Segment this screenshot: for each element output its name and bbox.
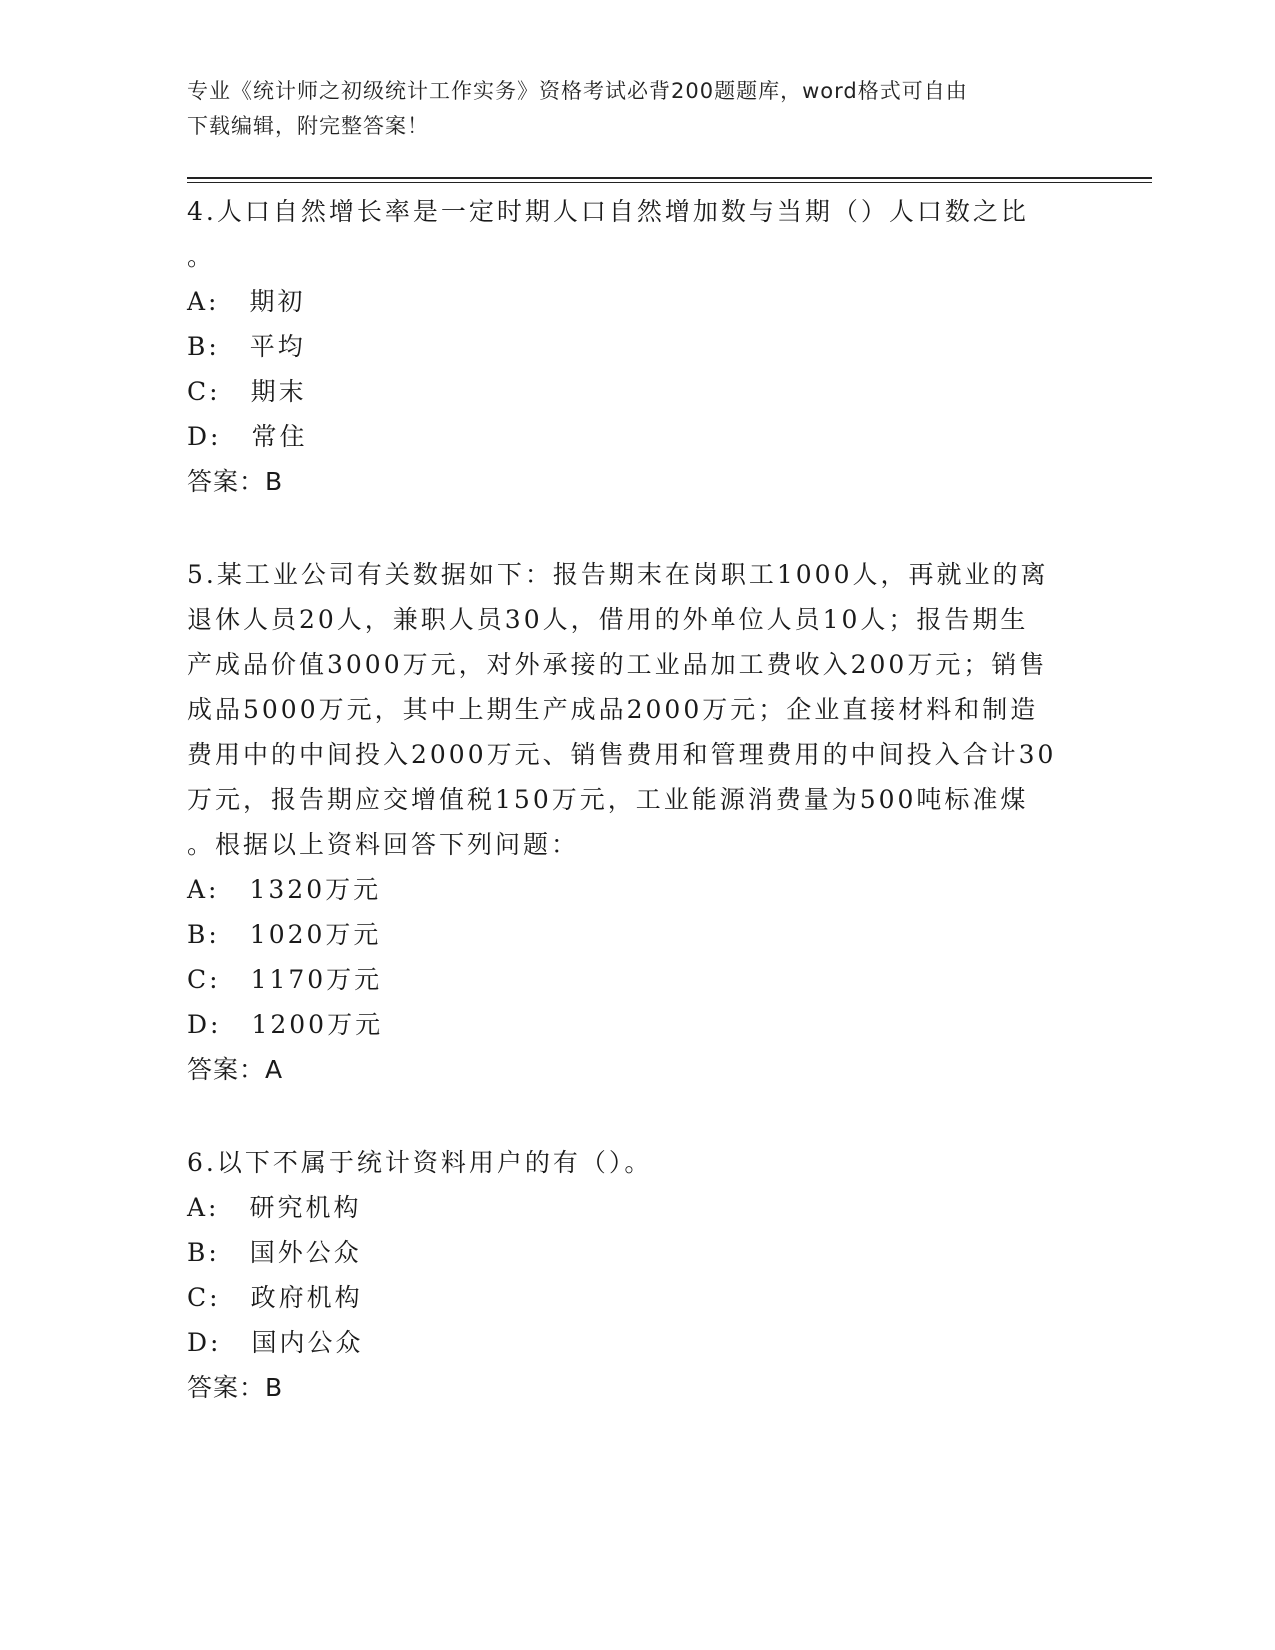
- option-c: [187, 1275, 1087, 1320]
- option-letter: B:: [187, 920, 220, 949]
- option-letter: D:: [187, 1328, 222, 1357]
- option-d: [187, 1002, 1087, 1047]
- question-list: [187, 189, 1087, 1458]
- option-text: 平均: [249, 332, 306, 361]
- header-divider-thin: [187, 182, 1152, 183]
- option-text: 1320万元: [249, 875, 382, 904]
- option-text: 研究机构: [249, 1193, 362, 1222]
- option-b: [187, 324, 1087, 369]
- option-text: 国内公众: [251, 1328, 364, 1357]
- question-stem-line: 4.人口自然增长率是一定时期人口自然增加数与当期（）人口数之比: [187, 197, 1029, 226]
- option-text: 期末: [250, 377, 307, 406]
- document-header: [187, 74, 1087, 144]
- answer-line: 答案：B: [187, 1373, 284, 1402]
- option-c: [187, 957, 1087, 1002]
- option-letter: A:: [187, 875, 220, 904]
- question-stem-line: 产成品价值3000万元，对外承接的工业品加工费收入200万元；销售: [187, 650, 1048, 679]
- option-text: 政府机构: [250, 1283, 363, 1312]
- question-stem-line: 万元，报告期应交增值税150万元，工业能源消费量为500吨标准煤: [187, 785, 1029, 814]
- option-text: 国外公众: [249, 1238, 362, 1267]
- option-text: 1020万元: [249, 920, 382, 949]
- question-stem-line: 。根据以上资料回答下列问题：: [187, 830, 580, 859]
- option-d: [187, 414, 1087, 459]
- answer-line: 答案：B: [187, 467, 284, 496]
- option-text: 常住: [251, 422, 308, 451]
- header-line-1: 专业《统计师之初级统计工作实务》资格考试必背200题题库，word格式可自由: [187, 79, 968, 103]
- option-letter: C:: [187, 377, 221, 406]
- question-stem-line: 成品5000万元，其中上期生产成品2000万元；企业直接材料和制造: [187, 695, 1039, 724]
- option-letter: C:: [187, 1283, 221, 1312]
- option-letter: A:: [187, 287, 220, 316]
- header-line-2: 下载编辑，附完整答案！: [187, 114, 429, 138]
- option-text: 1170万元: [250, 965, 383, 994]
- option-b: [187, 912, 1087, 957]
- option-letter: B:: [187, 1238, 220, 1267]
- option-a: [187, 867, 1087, 912]
- option-b: [187, 1230, 1087, 1275]
- option-a: [187, 1185, 1087, 1230]
- question-stem-line: 6.以下不属于统计资料用户的有（）。: [187, 1148, 653, 1177]
- option-c: [187, 369, 1087, 414]
- option-letter: D:: [187, 422, 222, 451]
- option-letter: C:: [187, 965, 221, 994]
- option-d: [187, 1320, 1087, 1365]
- question-stem-line: 费用中的中间投入2000万元、销售费用和管理费用的中间投入合计30: [187, 740, 1057, 769]
- option-a: [187, 279, 1087, 324]
- question-stem-line: 。: [187, 242, 216, 271]
- option-text: 期初: [249, 287, 306, 316]
- answer-line: 答案：A: [187, 1055, 284, 1084]
- option-text: 1200万元: [251, 1010, 384, 1039]
- question-item: [187, 552, 1087, 1092]
- question-item: [187, 1140, 1087, 1410]
- option-letter: D:: [187, 1010, 222, 1039]
- question-stem-line: 5.某工业公司有关数据如下：报告期末在岗职工1000人，再就业的离: [187, 560, 1049, 589]
- option-letter: A:: [187, 1193, 220, 1222]
- question-item: [187, 189, 1087, 504]
- header-divider-thick: [187, 177, 1152, 179]
- question-stem-line: 退休人员20人，兼职人员30人，借用的外单位人员10人；报告期生: [187, 605, 1029, 634]
- option-letter: B:: [187, 332, 220, 361]
